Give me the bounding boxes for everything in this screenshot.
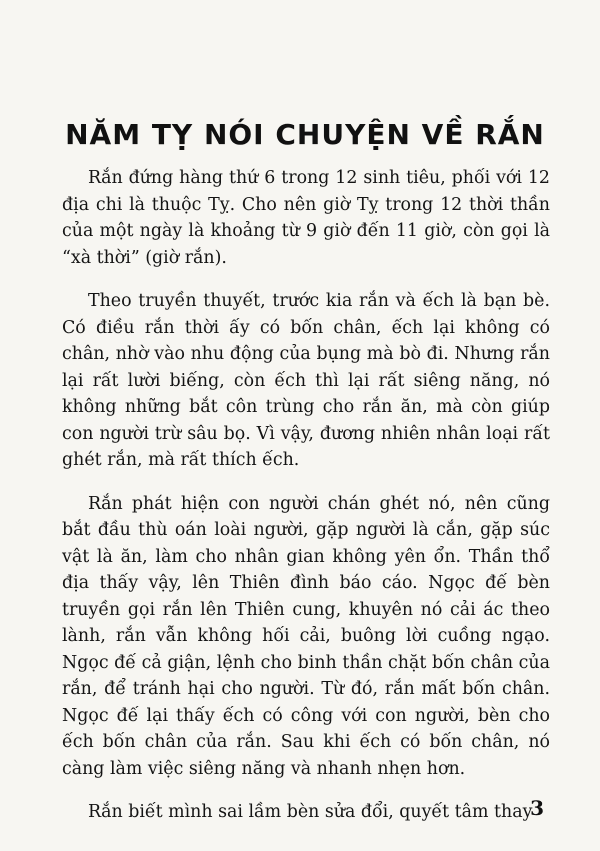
body-text <box>62 165 550 843</box>
paragraph: Rắn đứng hàng thứ 6 trong 12 sinh tiêu, phối với 12 địa chi là thuộc Tỵ. Cho nên giờ Tỵ trong 12 thời thần của một ngày là khoảng từ 9 giờ đến 11 giờ, còn gọi là “xà thời” (giờ rắn). <box>62 168 550 268</box>
paragraph: Theo truyền thuyết, trước kia rắn và ếch là bạn bè. Có điều rắn thời ấy có bốn chân, ếch lại không có chân, nhờ vào nhu động của bụng mà bò đi. Nhưng rắn lại rất lười biếng, còn ếch thì lại rất siêng năng, nó không những bắt côn trùng cho rắn ăn, mà còn giúp con người trừ sâu bọ. Vì vậy, đương nhiên nhân loại rất ghét rắn, mà rất thích ếch. <box>62 291 550 470</box>
paragraph: Rắn biết mình sai lầm bèn sửa đổi, quyết tâm thay <box>88 802 533 822</box>
page-number: 3 <box>530 796 544 820</box>
chapter-title: NĂM TỴ NÓI CHUYỆN VỀ RẮN <box>65 118 545 151</box>
paragraph: Rắn phát hiện con người chán ghét nó, nên cũng bắt đầu thù oán loài người, gặp người là cắn, gặp súc vật là ăn, làm cho nhân gian không yên ổn. Thần thổ địa thấy vậy, lên Thiên đình báo cáo. Ngọc đế bèn truyền gọi rắn lên Thiên cung, khuyên nó cải ác theo lành, rắn vẫn không hối cải, buông lời cuồng ngạo. Ngọc đế cả giận, lệnh cho binh thần chặt bốn chân của rắn, để tránh hại cho người. Từ đó, rắn mất bốn chân. Ngọc đế lại thấy ếch có công với con người, bèn cho ếch bốn chân của rắn. Sau khi ếch có bốn chân, nó càng làm việc siêng năng và nhanh nhẹn hơn. <box>62 493 550 779</box>
